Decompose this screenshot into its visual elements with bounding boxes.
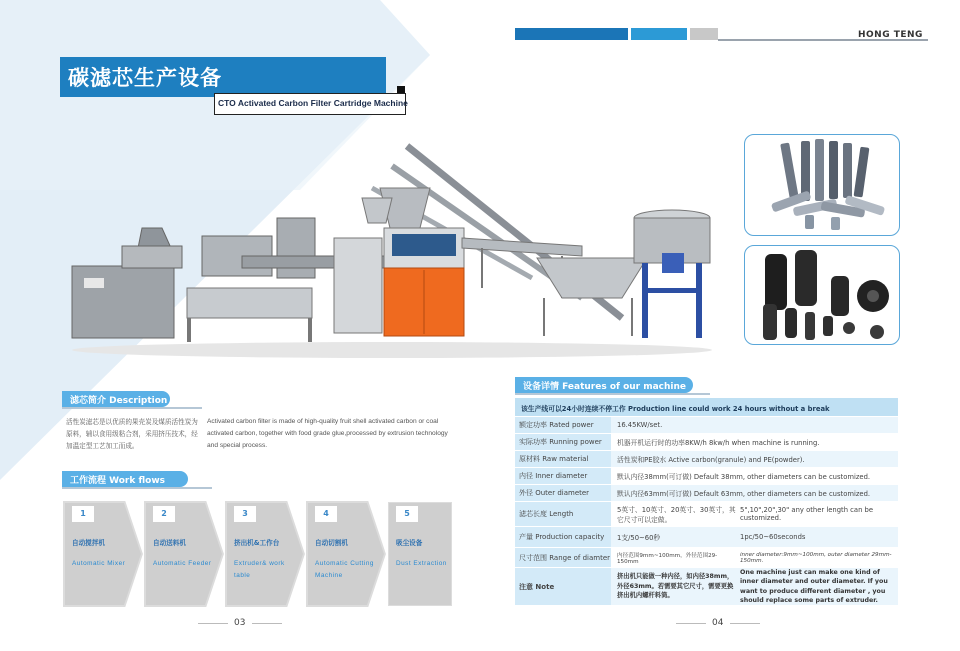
row-value bbox=[611, 568, 898, 605]
table-row bbox=[515, 468, 898, 485]
flow-step-1 bbox=[62, 500, 146, 608]
row-value-en: One machine just can make one kind of inner diameter and outer diameter. If you want to produce different diameter , you should replace some parts of extruder. bbox=[740, 568, 888, 604]
row-value: 默认内径38mm(可订做) Default 38mm, other diameters can be customized. bbox=[611, 468, 898, 484]
row-value: 16.45KW/set. bbox=[611, 417, 898, 433]
flow-step-label-cn: 挤出机&工作台 bbox=[234, 539, 280, 547]
production-line-photo bbox=[62, 128, 722, 360]
page-title-en: CTO Activated Carbon Filter Cartridge Machine bbox=[218, 98, 408, 108]
flow-step-label-cn: 自动搅拌机 bbox=[72, 539, 105, 547]
flow-step-label-en: Extruder& work table bbox=[234, 560, 285, 579]
brand-name: HONG TENG bbox=[858, 30, 923, 40]
description-text-cn: 活性炭滤芯是以优质的果壳炭及煤质活性炭为原料，辅以食用级粘合剂，采用挤压技术，经加温定型工艺加工而成。 bbox=[66, 418, 198, 450]
page-number-left: 03 bbox=[234, 618, 246, 628]
row-value-cn: 内径范围9mm~100mm，外径范围29-150mm bbox=[617, 552, 718, 565]
row-value-cn: 挤出机只能做一种内径，如内径38mm，外径63mm。若需要其它尺寸，需要更换挤出机内螺杆料筒。 bbox=[617, 573, 734, 600]
row-value: 活性炭和PE胶水 Active carbon(granule) and PE(powder). bbox=[611, 451, 898, 467]
row-value bbox=[611, 548, 898, 567]
black-cartridges-image bbox=[745, 246, 900, 345]
table-row bbox=[515, 451, 898, 468]
features-heading-underline bbox=[515, 393, 710, 395]
page-number-rule-left-b bbox=[252, 623, 282, 624]
row-label: 外径 Outer diameter bbox=[515, 485, 611, 501]
row-label: 额定功率 Rated power bbox=[515, 417, 611, 433]
features-heading: 设备详情 Features of our machine bbox=[515, 377, 693, 393]
workflow-heading: 工作流程 Work flows bbox=[62, 471, 188, 487]
flow-step-label-cn: 自动送料机 bbox=[153, 539, 186, 547]
row-value: 机器开机运行时的功率8KW/h 8kw/h when machine is running. bbox=[611, 434, 898, 450]
row-label: 产量 Production capacity bbox=[515, 527, 611, 547]
flow-step-number: 2 bbox=[153, 506, 175, 522]
row-value-en: 5",10",20",30" any other length can be customized. bbox=[740, 506, 874, 522]
page-title-cn: 碳滤芯生产设备 bbox=[68, 66, 222, 90]
table-row bbox=[515, 417, 898, 434]
table-row bbox=[515, 548, 898, 568]
row-label: 实际功率 Running power bbox=[515, 434, 611, 450]
workflow-heading-underline bbox=[62, 487, 212, 489]
page-number-rule-left-a bbox=[198, 623, 228, 624]
row-value bbox=[611, 527, 898, 547]
flow-step-label-en: Automatic Cutting Machine bbox=[315, 560, 374, 579]
row-value-cn: 5英寸、10英寸、20英寸、30英寸，其它尺寸可以定做。 bbox=[617, 506, 736, 524]
row-value-cn: 1支/50~60秒 bbox=[617, 534, 661, 542]
page-number-rule-right-b bbox=[730, 623, 760, 624]
row-value: 默认内径63mm(可订做) Default 63mm, other diameters can be customized. bbox=[611, 485, 898, 501]
row-value-en: 1pc/50~60seconds bbox=[740, 533, 806, 541]
flow-step-label-en: Dust Extraction bbox=[396, 560, 447, 567]
flow-step-number: 5 bbox=[396, 506, 418, 522]
table-row bbox=[515, 568, 898, 606]
header-bar-3 bbox=[690, 28, 718, 40]
row-label: 原材料 Raw material bbox=[515, 451, 611, 467]
flow-step-4 bbox=[305, 500, 389, 608]
table-row bbox=[515, 527, 898, 548]
flow-step-5 bbox=[386, 500, 470, 608]
description-heading-underline bbox=[62, 407, 202, 409]
row-label: 内径 Inner diameter bbox=[515, 468, 611, 484]
table-row bbox=[515, 502, 898, 527]
header-bar-1 bbox=[515, 28, 628, 40]
header-color-bars bbox=[515, 28, 718, 40]
features-table bbox=[515, 398, 898, 606]
gray-cartridges-image bbox=[745, 135, 900, 236]
description-heading: 滤芯简介 Description bbox=[62, 391, 170, 407]
row-label: 注意 Note bbox=[515, 568, 611, 605]
row-value bbox=[611, 502, 898, 526]
page-number-rule-right-a bbox=[676, 623, 706, 624]
flow-step-number: 4 bbox=[315, 506, 337, 522]
page-number-right: 04 bbox=[712, 618, 724, 628]
flow-step-label-cn: 自动切割机 bbox=[315, 539, 348, 547]
table-row bbox=[515, 434, 898, 451]
flow-step-3 bbox=[224, 500, 308, 608]
row-label: 尺寸范围 Range of diamter bbox=[515, 548, 611, 567]
flow-step-label-en: Automatic Feeder bbox=[153, 560, 212, 567]
row-label: 滤芯长度 Length bbox=[515, 502, 611, 526]
flow-step-label-en: Automatic Mixer bbox=[72, 560, 126, 567]
features-table-header bbox=[515, 398, 898, 417]
flow-step-number: 1 bbox=[72, 506, 94, 522]
flow-step-2 bbox=[143, 500, 227, 608]
flow-step-label-cn: 吸尘设备 bbox=[396, 539, 423, 547]
product-photo-black-cartridges bbox=[744, 245, 900, 345]
flow-step-number: 3 bbox=[234, 506, 256, 522]
header-bar-2 bbox=[631, 28, 687, 40]
row-value-en: inner diameter:9mm~100mm, outer diameter 29mm-150mm. bbox=[740, 551, 892, 564]
product-photo-gray-cartridges bbox=[744, 134, 900, 236]
table-row bbox=[515, 485, 898, 502]
features-header-text: 该生产线可以24小时连续不停工作 Production line could work 24 hours without a break bbox=[521, 405, 830, 413]
description-text-en: Activated carbon filter is made of high-quality fruit shell activated carbon or coal activated carbon, together with food grade glue,processed by extrusion technology and special process. bbox=[207, 418, 448, 449]
